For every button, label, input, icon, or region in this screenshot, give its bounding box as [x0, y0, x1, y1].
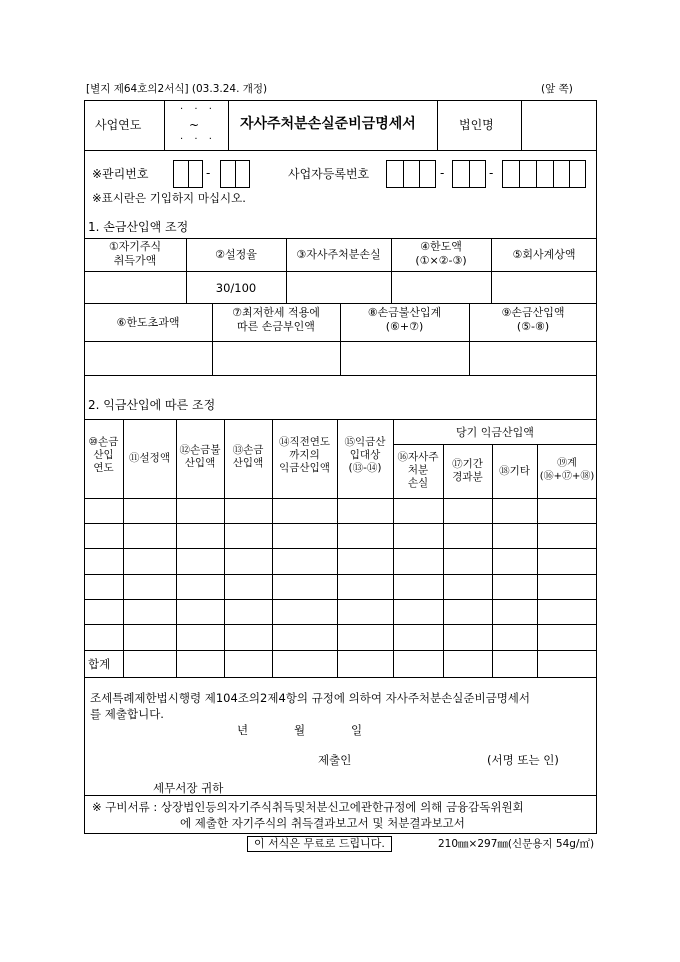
date-day-label: 일 [351, 723, 363, 737]
input-limit-amount[interactable] [392, 272, 490, 302]
col-setting-rate: ②설정율 [215, 248, 257, 261]
table-row[interactable] [85, 625, 596, 650]
form-reference: [별지 제64호의2서식] (03.3.24. 개정) [86, 83, 268, 95]
col-limit-excess: ⑥한도초과액 [116, 316, 180, 329]
col-disposal-loss: ③자사주처분손실 [296, 248, 381, 261]
year-end-input[interactable]: · · · [180, 134, 216, 145]
divider [84, 150, 597, 151]
mgmt-no-box-2[interactable] [220, 160, 250, 188]
biz-reg-no-box-1[interactable] [386, 160, 436, 188]
input-company-recorded[interactable] [492, 272, 596, 302]
declaration-text-2: 를 제출합니다. [90, 707, 164, 721]
form-title: 자사주처분손실준비금명세서 [240, 116, 416, 132]
signature-label: (서명 또는 인) [487, 753, 559, 767]
declaration-text-1: 조세특례제한법시행령 제104조의2제4항의 규정에 의하여 자사주처분손실준비금명세서 [90, 691, 531, 705]
table-row[interactable] [85, 600, 596, 624]
table-row[interactable] [85, 524, 596, 548]
col-income-target: ⑮익금산 입대상 (⑬-⑭) [344, 436, 386, 475]
col-total: ⑲계 (⑯+⑰+⑱) [539, 458, 595, 482]
table-row[interactable] [85, 549, 596, 574]
table-row[interactable] [85, 575, 596, 599]
input-treasury-stock-cost[interactable] [85, 272, 185, 302]
biz-reg-no-box-3[interactable] [502, 160, 586, 188]
table-row[interactable] [85, 499, 596, 523]
period-separator: ~ [189, 118, 200, 132]
col-prior-income: ⑭직전연도 까지의 익금산입액 [278, 436, 331, 475]
col-company-recorded: ⑤회사계상액 [512, 248, 576, 261]
col-other: ⑱기타 [499, 465, 530, 477]
year-start-input[interactable]: · · · [180, 104, 216, 115]
submitter-label: 제출인 [318, 753, 352, 767]
col-disposal-loss-2: ⑯자사주 처분 손실 [397, 451, 439, 490]
section1-title: 1. 손금산입액 조정 [88, 220, 189, 234]
page-side-label: (앞 쪽) [541, 83, 573, 95]
free-notice: 이 서식은 무료로 드립니다. [247, 836, 392, 852]
col-deductible-amount: ⑨손금산입액 (⑤-⑧) [501, 306, 565, 333]
input-deductible-amount[interactable] [470, 342, 596, 374]
business-year-label: 사업연도 [95, 118, 142, 132]
col-nondeductible: ⑫손금불 산입액 [179, 444, 221, 470]
input-min-tax-denied[interactable] [213, 342, 339, 374]
addressee-label: 세무서장 귀하 [153, 781, 224, 795]
col-deductible: ⑬손금 산입액 [232, 444, 264, 470]
input-nondeductible-total[interactable] [341, 342, 468, 374]
col-min-tax-denied: ⑦최저한세 적용에 따른 손금부인액 [232, 306, 320, 333]
date-month-label: 월 [294, 723, 306, 737]
setting-rate-value: 30/100 [215, 281, 257, 295]
group-header-current-income: 당기 익금산입액 [456, 426, 534, 439]
col-limit-amount: ④한도액 (①×②-③) [415, 240, 467, 267]
input-disposal-loss[interactable] [287, 272, 390, 302]
attachment-line-1: ※ 구비서류 : 상장법인등의자기주식취득및처분신고에관한규정에 의해 금융감독위원회 [92, 800, 524, 814]
mgmt-no-box-1[interactable] [173, 160, 203, 188]
biz-reg-no-box-2[interactable] [452, 160, 486, 188]
biz-reg-no-label: 사업자등록번호 [288, 167, 370, 181]
fill-note: ※표시란은 기입하지 마십시오. [92, 191, 246, 205]
input-limit-excess[interactable] [85, 342, 211, 374]
total-row-label: 합계 [88, 657, 111, 671]
corp-name-input[interactable] [522, 101, 596, 149]
col-set-amount: ⑪설정액 [129, 452, 170, 464]
mgmt-no-label: ※관리번호 [92, 167, 149, 181]
col-deduction-year: ⑩손금 산입 연도 [88, 436, 119, 475]
date-year-label: 년 [237, 723, 249, 737]
attachment-line-2: 에 제출한 자기주식의 취득결과보고서 및 처분결과보고서 [180, 816, 465, 830]
col-period-elapsed: ⑰기간 경과분 [452, 458, 483, 484]
col-treasury-stock-cost: ①자기주식 취득가액 [108, 240, 162, 267]
col-nondeductible-total: ⑧손금불산입계 (⑥+⑦) [367, 306, 442, 333]
section2-title: 2. 익금산입에 따른 조정 [88, 398, 216, 412]
paper-spec: 210㎜×297㎜(신문용지 54g/㎡) [438, 838, 595, 850]
corp-name-label: 법인명 [459, 118, 494, 132]
